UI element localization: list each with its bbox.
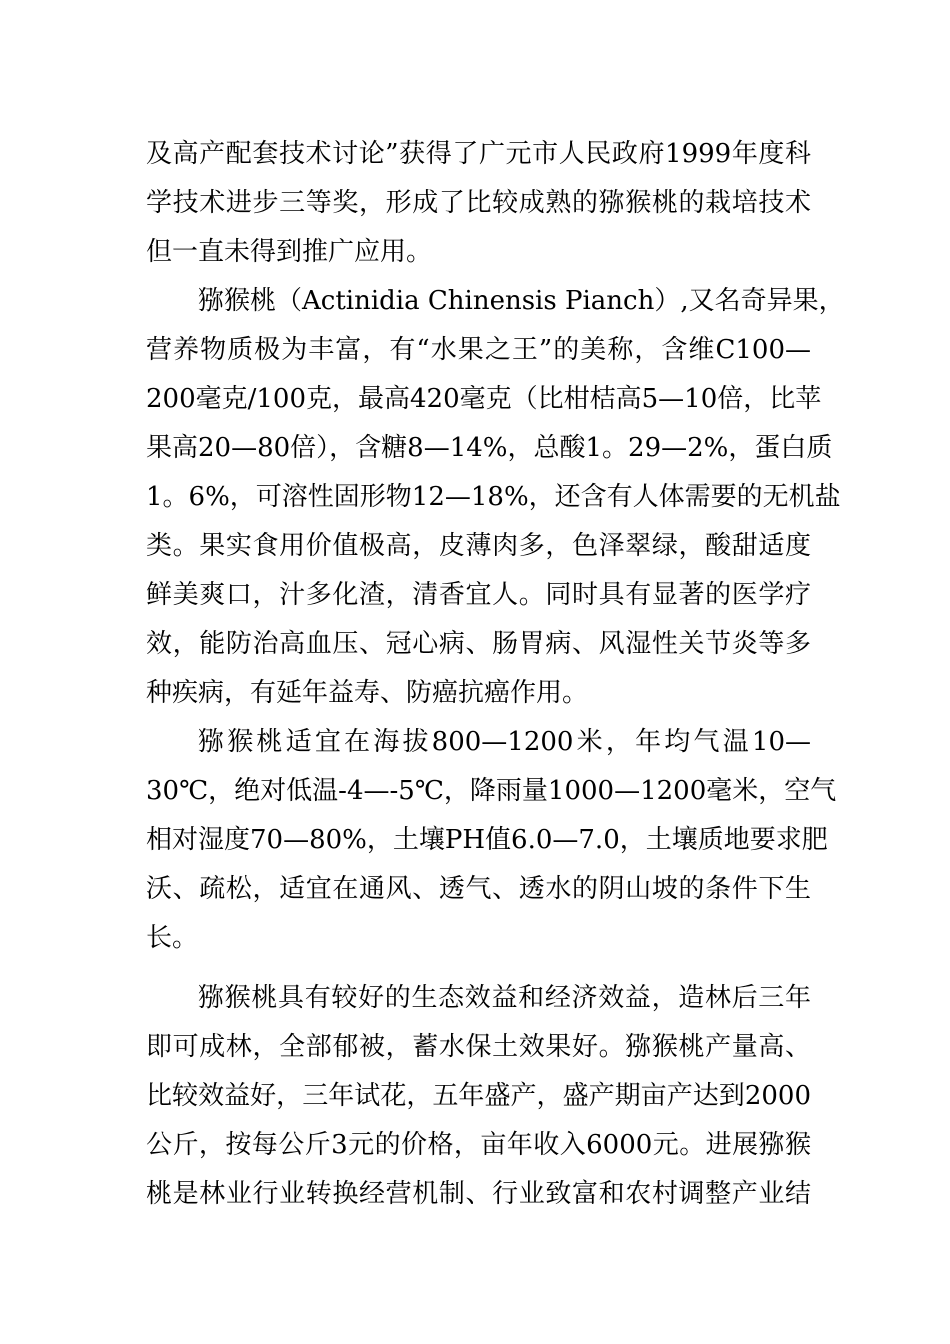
text-line: 鲜美爽口，汁多化渣，清香宜人。同时具有显著的医学疗	[146, 580, 811, 610]
text-line: 即可成林，全部郁被，蓄水保土效果好。猕猴桃产量高、	[146, 1032, 811, 1062]
text-line: 公斤，按每公斤3元的价格，亩年收入6000元。进展猕猴	[146, 1130, 811, 1160]
paragraph-first-line: 猕猴桃适宜在海拔800—1200米，年均气温10—	[198, 727, 811, 757]
text-line: 类。果实食用价值极高，皮薄肉多，色泽翠绿，酸甜适度	[146, 531, 811, 561]
text-line: 长。	[146, 923, 199, 953]
text-line: 及高产配套技术讨论”获得了广元市人民政府1999年度科	[146, 139, 811, 169]
text-line: 沃、疏松，适宜在通风、透气、透水的阴山坡的条件下生	[146, 874, 811, 904]
text-line: 效，能防治高血压、冠心病、肠胃病、风湿性关节炎等多	[146, 629, 811, 659]
paragraph-first-line: 猕猴桃（Actinidia Chinensis Pianch）,又名奇异果，	[198, 286, 845, 316]
text-line: 200毫克/100克，最高420毫克（比柑桔高5—10倍，比苹	[146, 384, 822, 414]
text-line: 桃是林业行业转换经营机制、行业致富和农村调整产业结	[146, 1179, 811, 1209]
text-line: 但一直未得到推广应用。	[146, 237, 433, 267]
text-line: 种疾病，有延年益寿、防癌抗癌作用。	[146, 678, 589, 708]
text-line: 1。6%，可溶性固形物12—18%，还含有人体需要的无机盐	[146, 482, 841, 512]
text-line: 果高20—80倍），含糖8—14%，总酸1。29—2%，蛋白质	[146, 433, 833, 463]
text-line: 30℃，绝对低温-4—-5℃，降雨量1000—1200毫米，空气	[146, 776, 837, 806]
paragraph-first-line: 猕猴桃具有较好的生态效益和经济效益，造林后三年	[198, 983, 811, 1013]
text-line: 相对湿度70—80%，土壤PH值6.0—7.0，土壤质地要求肥	[146, 825, 828, 855]
text-line: 学技术进步三等奖，形成了比较成熟的猕猴桃的栽培技术	[146, 188, 811, 218]
text-line: 比较效益好，三年试花，五年盛产，盛产期亩产达到2000	[146, 1081, 811, 1111]
text-line: 营养物质极为丰富，有“水果之王”的美称，含维C100—	[146, 335, 811, 365]
